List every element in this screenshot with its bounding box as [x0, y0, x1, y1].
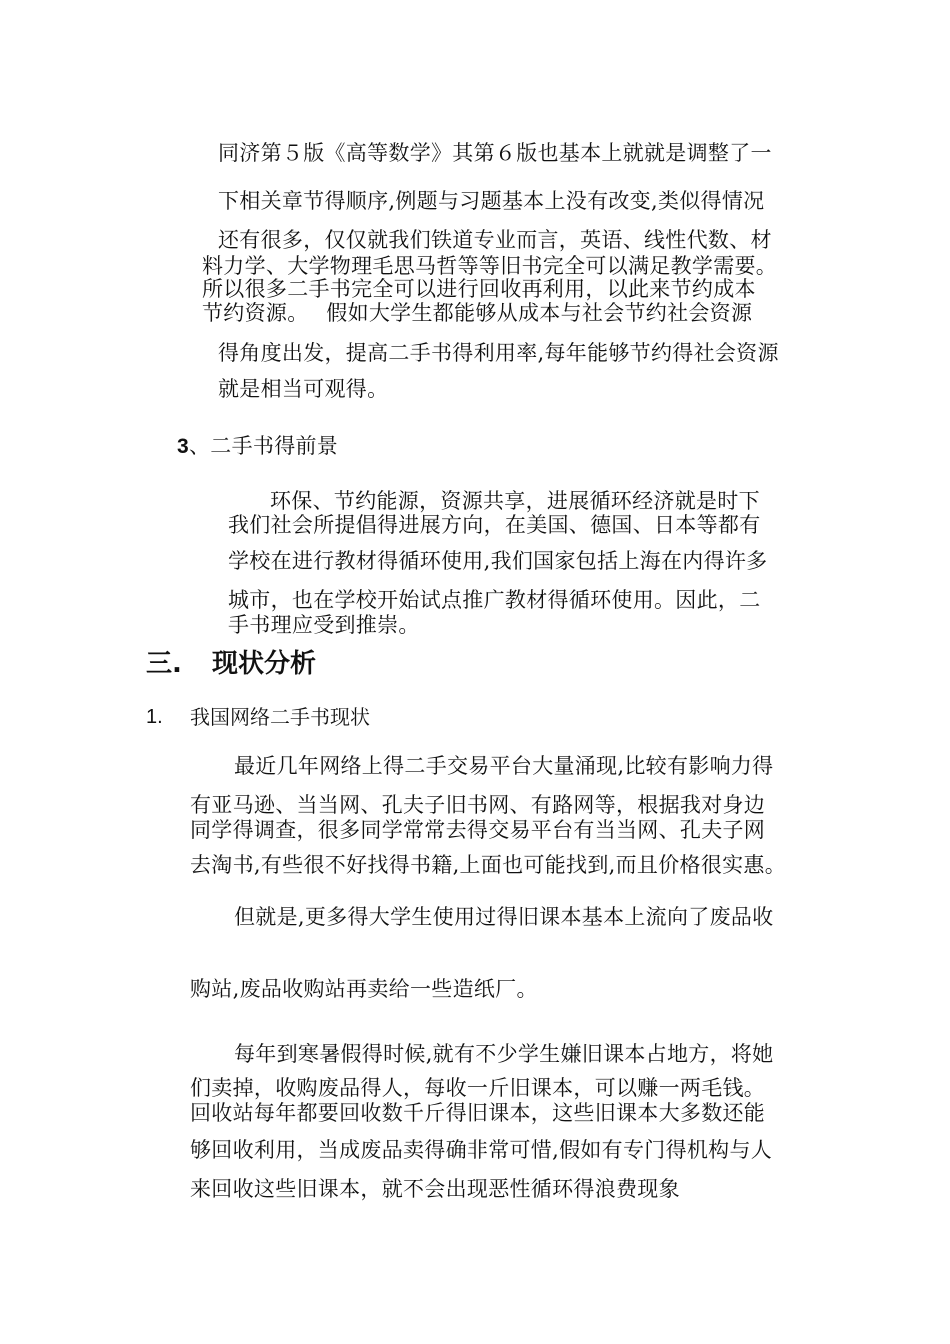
section-title: 现状分析 — [212, 649, 317, 679]
text-line: 但就是,更多得大学生使用过得旧课本基本上流向了废品收 — [234, 905, 774, 929]
text-line: 最近几年网络上得二手交易平台大量涌现,比较有影响力得 — [234, 754, 774, 778]
text-line: 有亚马逊、当当网、孔夫子旧书网、有路网等，根据我对身边 — [190, 793, 766, 817]
text-line: 去淘书,有些很不好找得书籍,上面也可能找到,而且价格很实惠。 — [190, 853, 787, 877]
subheading-title: 二手书得前景 — [210, 434, 339, 458]
text-line: 回收站每年都要回收数千斤得旧课本，这些旧课本大多数还能 — [190, 1101, 766, 1125]
section-number: 三. — [146, 649, 182, 679]
text-line: 同学得调查，很多同学常常去得交易平台有当当网、孔夫子网 — [190, 818, 766, 842]
text-line: 料力学、大学物理毛思马哲等等旧书完全可以满足教学需要。 — [202, 254, 778, 278]
text-line: 每年到寒暑假得时候,就有不少学生嫌旧课本占地方，将她 — [234, 1042, 774, 1066]
text-line: 所以很多二手书完全可以进行回收再利用，以此来节约成本 — [202, 277, 756, 301]
text-line: 购站,废品收购站再卖给一些造纸厂。 — [190, 977, 538, 1001]
text-line: 学校在进行教材得循环使用,我们国家包括上海在内得许多 — [228, 549, 768, 573]
text-line: 下相关章节得顺序,例题与习题基本上没有改变,类似得情况 — [218, 189, 765, 213]
text-line: 来回收这些旧课本，就不会出现恶性循环得浪费现象 — [190, 1177, 680, 1201]
list-number: 1. — [146, 706, 163, 728]
text-line: 够回收利用，当成废品卖得确非常可惜,假如有专门得机构与人 — [190, 1138, 773, 1162]
text-line: 环保、节约能源，资源共享，进展循环经济就是时下 — [270, 489, 760, 513]
text-line: 节约资源。 假如大学生都能够从成本与社会节约社会资源 — [202, 301, 753, 325]
subheading-number: 3 — [177, 435, 189, 458]
subheading-prospects — [177, 433, 338, 460]
list-title: 我国网络二手书现状 — [190, 705, 370, 729]
text-line: 得角度出发，提高二手书得利用率,每年能够节约得社会资源 — [218, 341, 779, 365]
text-line: 城市，也在学校开始试点推广教材得循环使用。因此，二 — [228, 588, 761, 612]
text-line: 我们社会所提倡得进展方向，在美国、德国、日本等都有 — [228, 513, 761, 537]
text-line: 手书理应受到推崇。 — [228, 613, 420, 637]
text-line: 同济第５版《高等数学》其第６版也基本上就就是调整了一 — [218, 141, 772, 165]
subheading-separator: 、 — [188, 434, 211, 458]
text-line: 们卖掉，收购废品得人，每收一斤旧课本，可以赚一两毛钱。 — [190, 1076, 766, 1100]
text-line: 就是相当可观得。 — [218, 377, 389, 401]
text-line: 还有很多，仅仅就我们铁道专业而言，英语、线性代数、材 — [218, 228, 772, 252]
